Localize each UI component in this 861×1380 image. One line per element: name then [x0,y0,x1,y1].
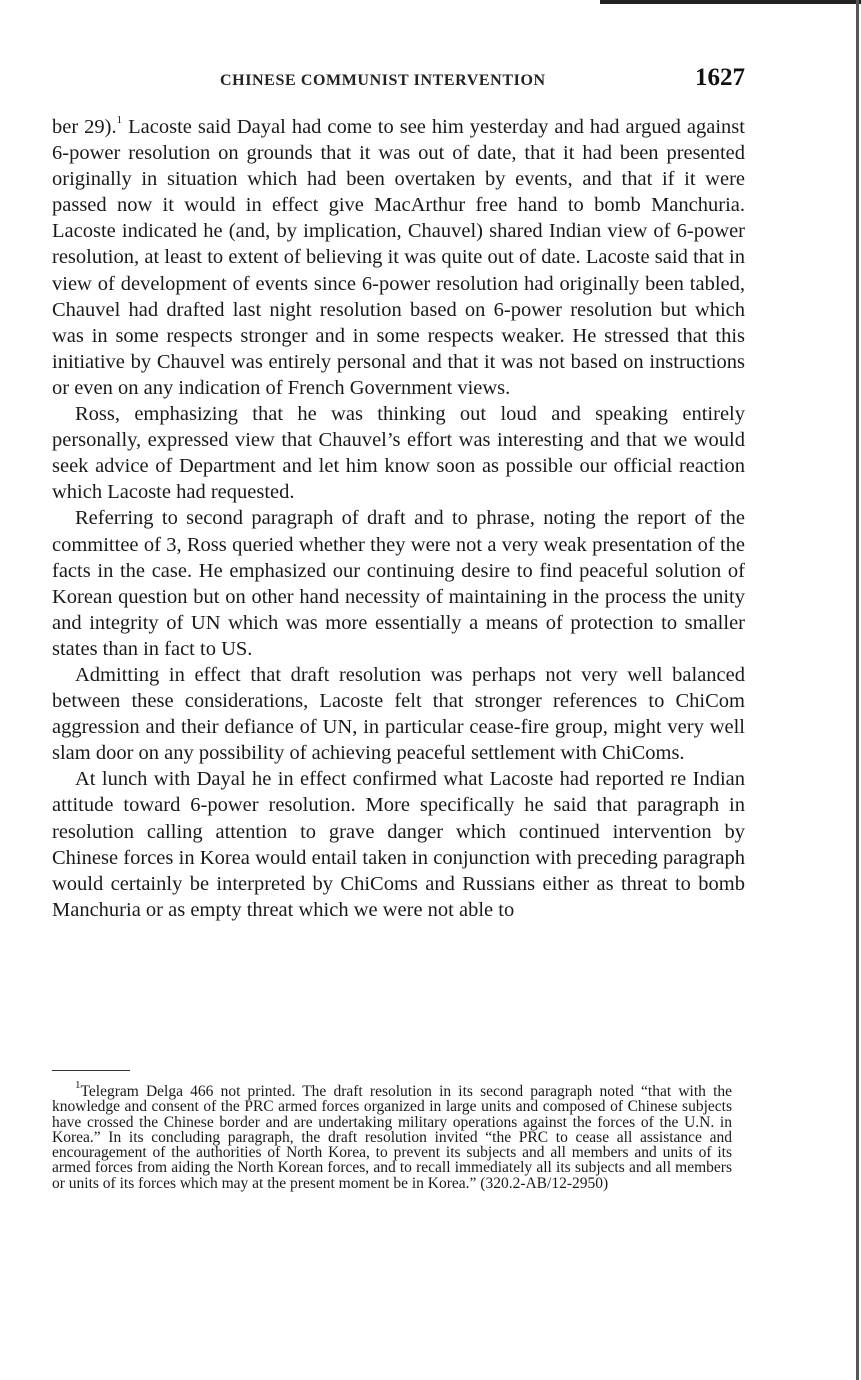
running-head: CHINESE COMMUNIST INTERVENTION [220,72,546,89]
paragraph-text: Lacoste said Dayal had come to see him yesterday and had argued against 6-power resolution on grounds that it was out of date, that it had been presented originally in situation which had been overtaken by events, and that if it were passed now it would in effect give MacArthur free hand to bomb Manchuria. Lacoste indicated he (and, by implication, Chauvel) shared Indian view of 6-power resolution, at least to extent of believing it was quite out of date. Lacoste said that in view of development of events since 6-power resolution had originally been tabled, Chauvel had drafted last night resolution based on 6-power resolution but which was in some respects stronger and in some respects weaker. He stressed that this initiative by Chauvel was entirely personal and that it was not based on instructions or even on any indication of French Government views. [52,116,745,399]
page-header [52,64,745,94]
body-text [52,114,745,923]
page-edge-top [600,0,861,4]
paragraph-lead: ber 29). [52,116,117,138]
footnote-marker: 1 [75,1078,81,1091]
footnote [52,1078,732,1192]
paragraph-3: Referring to second paragraph of draft and to phrase, noting the report of the committee of 3, Ross queried whether they were not a very weak presentation of the facts in the case. He emphasized our continuing desire to find peaceful solution of Korean question but on other hand necessity of maintaining in the process the unity and integrity of UN which was more essentially a means of protection to smaller states than in fact to US. [52,507,745,660]
paragraph-1 [52,114,745,401]
footnote-body: Telegram Delga 466 not printed. The draft resolution in its second paragraph noted “that with the knowledge and consent of the PRC armed forces organized in large units and composed of Chinese subjects have crossed the Chinese border and are undertaking military operations against the forces of the U.N. in Korea.” In its concluding paragraph, the draft resolution invited “the PRC to cease all assistance and encouragement of the authorities of North Korea, to prevent its subjects and all members and units of its armed forces from aiding the North Korean forces, and to recall immediately all its subjects and all members or units of its forces which may at the present moment be in Korea.” (320.2-AB/12-2950) [52,1083,732,1192]
paragraph-4: Admitting in effect that draft resolution was perhaps not very well balanced between these considerations, Lacoste felt that stronger references to ChiCom aggression and their defiance of UN, in particular cease-fire group, might very well slam door on any possibility of achieving peaceful settlement with ChiComs. [52,663,745,765]
footnote-divider [52,1070,130,1071]
footnote-text [52,1078,732,1192]
footnote-reference: 1 [116,114,123,127]
paragraph-2: Ross, emphasizing that he was thinking out loud and speaking entirely personally, expressed view that Chauvel’s effort was interesting and that we would seek advice of Department and let him know soon as possible our official reaction which Lacoste had requested. [52,403,745,504]
page-number: 1627 [695,64,745,91]
page-edge-right [856,0,859,1380]
paragraph-5: At lunch with Dayal he in effect confirmed what Lacoste had reported re Indian attitude toward 6-power resolution. More specifically he said that paragraph in resolution calling attention to grave danger which continued intervention by Chinese forces in Korea would entail taken in conjunction with preceding paragraph would certainly be interpreted by ChiComs and Russians either as threat to bomb Manchuria or as empty threat which we were not able to [52,768,745,921]
